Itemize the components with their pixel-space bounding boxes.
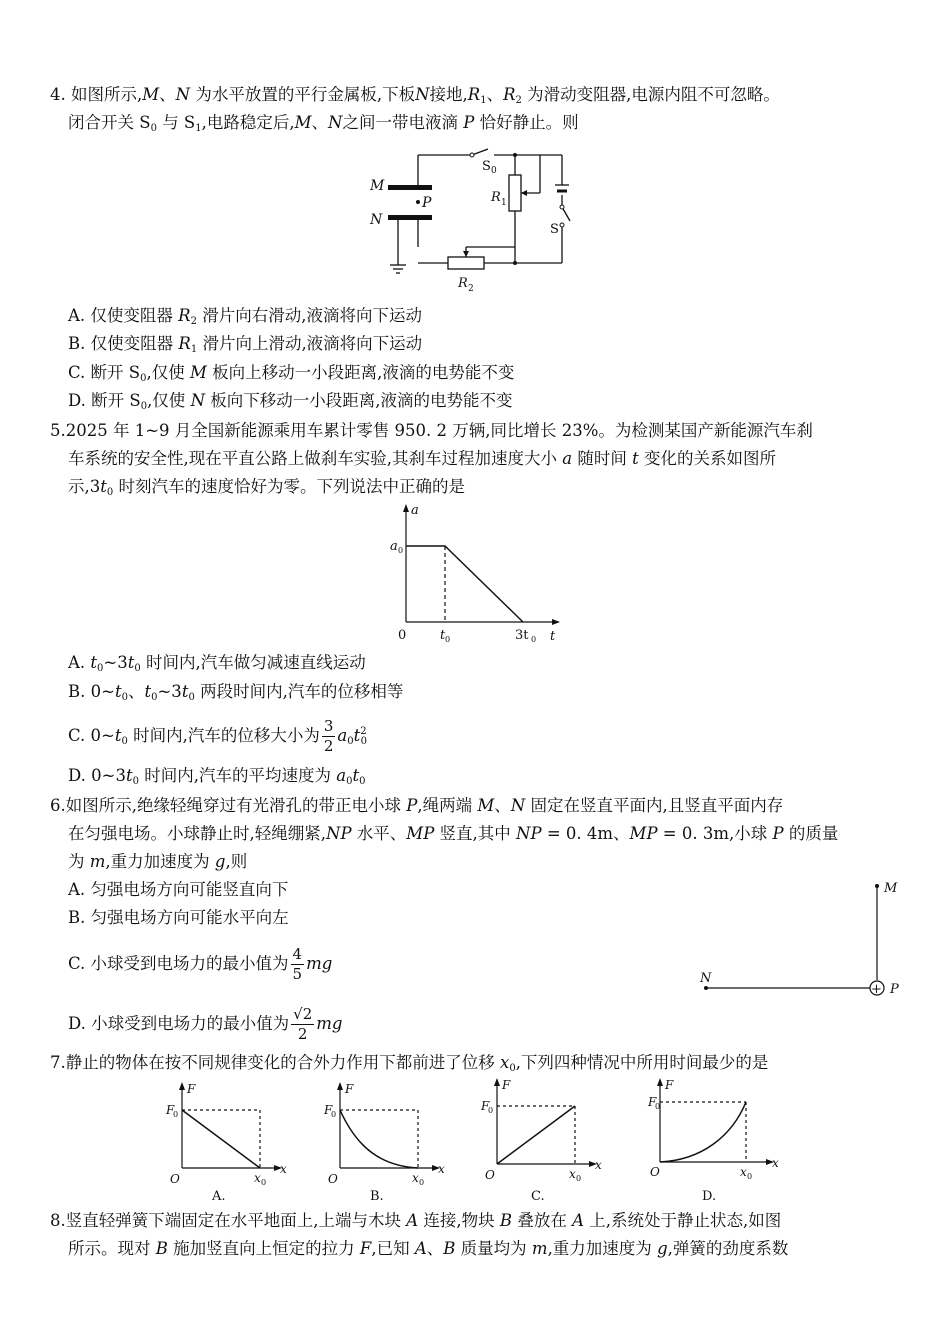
svg-text:F: F <box>481 1099 490 1113</box>
svg-text:0: 0 <box>445 635 451 644</box>
q5-stem-line3: 示$,3t_0$ 时刻汽车的速度恰好为零。下列说法中正确的是 <box>68 477 466 498</box>
fraction-4-5: $\frac{4}{5}$ <box>292 945 303 983</box>
q6-option-d: D. 小球受到电场力的最小值为 $\frac{√2}{2}$ mg <box>68 1005 343 1043</box>
graph-label-a: A. <box>212 1189 226 1204</box>
positive-charge-sign: + <box>871 982 882 997</box>
fraction-sqrt2-2: $\frac{√2}{2}$ <box>293 1005 313 1043</box>
q7-graph-b <box>318 1080 448 1205</box>
label-n: N <box>370 212 383 228</box>
graph-label-b: B. <box>370 1189 384 1204</box>
q4-option-c: C. 断开 $S_0$,仅使 M 板向上移动一小段距离,液滴的电势能不变 <box>68 363 515 384</box>
svg-text:O: O <box>328 1172 338 1186</box>
svg-text:0: 0 <box>173 1110 179 1119</box>
svg-text:x: x <box>438 1162 445 1176</box>
graph-label-c: C. <box>531 1189 545 1204</box>
svg-text:x: x <box>772 1156 779 1170</box>
fraction-3-2: $\frac{3}{2}$ <box>323 717 334 755</box>
q7-graph-c <box>475 1076 605 1204</box>
q7-stem: 7.静止的物体在按不同规律变化的合外力作用下都前进了位移 $x_0$,下列四种情况中所用时间最少的是 <box>50 1053 769 1074</box>
q5-stem-line1: 5.2025 年 1~9 月全国新能源乘用车累计零售 950. 2 万辆,同比增长 23%。为检测某国产新能源汽车刹 <box>50 421 813 440</box>
f-x-curve-linear-increase <box>497 1106 575 1164</box>
f-x-curve-concave-decrease <box>340 1110 418 1168</box>
q8-stem-line2: 所示。现对 B 施加竖直向上恒定的拉力 F,已知 A、B 质量均为 m,重力加速度为 g,弹簧的劲度系数 <box>68 1239 789 1258</box>
svg-text:x: x <box>740 1165 747 1179</box>
svg-text:O: O <box>485 1168 495 1182</box>
svg-text:F: F <box>648 1095 657 1109</box>
svg-text:0: 0 <box>488 1106 494 1115</box>
q4-option-d: D. 断开 $S_0$,仅使 N 板向下移动一小段距离,液滴的电势能不变 <box>68 391 513 412</box>
label-r1: R <box>491 190 501 205</box>
q7-graph-a <box>160 1080 290 1205</box>
svg-text:F: F <box>187 1082 196 1096</box>
svg-text:x: x <box>412 1171 419 1185</box>
q5-option-d: D. $0\sim 3t_0$ 时间内,汽车的平均速度为 $a_0t_0$ <box>68 766 366 787</box>
q4-stem-line1: 4. 如图所示,M、N 为水平放置的平行金属板,下板N接地$,R_1$、$R_2$ 为滑动变阻器,电源内阻不可忽略。 <box>50 85 780 106</box>
q6-option-a: A. 匀强电场方向可能竖直向下 <box>68 880 289 899</box>
a-axis-label: a <box>411 503 419 518</box>
f-x-curve-convex-increase <box>660 1102 746 1162</box>
t-axis-label: t <box>550 629 556 644</box>
graph-label-d: D. <box>702 1189 717 1204</box>
q4-option-b: B. 仅使变阻器 $R_1$ 滑片向上滑动,液滴将向下运动 <box>68 334 423 355</box>
label-s0: S <box>482 159 491 174</box>
q5-option-c: C. $0\sim t_0$ 时间内,汽车的位移大小为 $\frac{3}{2}$ $a_0t^2_0$ <box>68 717 368 755</box>
q5-acceleration-graph <box>380 500 570 650</box>
label-m: M <box>884 881 898 896</box>
q7-graph-d <box>642 1076 782 1204</box>
svg-text:1: 1 <box>501 198 507 208</box>
q6-option-b: B. 匀强电场方向可能水平向左 <box>68 908 289 927</box>
svg-text:0: 0 <box>491 166 497 176</box>
plate-n <box>388 215 432 220</box>
a0-label: a <box>390 539 398 554</box>
switch-s0 <box>470 153 474 157</box>
q5-option-b: B. $0\sim t_0$、$t_0\sim 3t_0$ 两段时间内,汽车的位移相等 <box>68 682 404 703</box>
svg-text:F: F <box>502 1078 511 1092</box>
q6-option-c: C. 小球受到电场力的最小值为 $\frac{4}{5}$ mg <box>68 945 333 983</box>
svg-text:0: 0 <box>331 1110 337 1119</box>
q5-option-a: A. $t_0\sim 3t_0$ 时间内,汽车做匀减速直线运动 <box>68 653 366 674</box>
q6-stem-line3: 为 m,重力加速度为 g,则 <box>68 852 248 871</box>
svg-text:2: 2 <box>468 284 474 294</box>
svg-text:x: x <box>569 1167 576 1181</box>
svg-text:0: 0 <box>261 1178 267 1187</box>
t0-label: t <box>440 628 446 643</box>
svg-text:x: x <box>595 1158 602 1172</box>
f-x-curve-linear-decrease <box>182 1110 260 1168</box>
plate-m <box>388 185 432 190</box>
label-p: P <box>890 982 899 997</box>
svg-text:O: O <box>170 1172 180 1186</box>
svg-text:F: F <box>665 1078 674 1092</box>
svg-text:0: 0 <box>419 1178 425 1187</box>
label-p: P <box>422 195 432 211</box>
point-m <box>875 884 879 888</box>
svg-text:0: 0 <box>576 1174 582 1183</box>
droplet-p <box>416 200 420 204</box>
svg-text:0: 0 <box>655 1102 661 1111</box>
label-n: N <box>700 971 712 986</box>
q5-stem-line2: 车系统的安全性,现在平直公路上做刹车实验,其刹车过程加速度大小 a 随时间 t 变化的关系如图所 <box>68 449 776 468</box>
label-s: S <box>550 222 559 237</box>
a-t-curve <box>406 546 523 622</box>
svg-text:0: 0 <box>531 635 537 644</box>
point-n <box>704 986 708 990</box>
label-r2: R <box>458 276 468 291</box>
q6-stem-line1: 6.如图所示,绝缘轻绳穿过有光滑孔的带正电小球 P,绳两端 M、N 固定在竖直平面内,且竖直平面内存 <box>50 796 784 815</box>
svg-text:O: O <box>650 1165 660 1179</box>
svg-text:x: x <box>280 1162 287 1176</box>
svg-text:x: x <box>254 1171 261 1185</box>
origin-label: 0 <box>398 628 407 643</box>
svg-text:F: F <box>345 1082 354 1096</box>
svg-text:0: 0 <box>398 546 404 555</box>
svg-text:0: 0 <box>747 1172 753 1181</box>
q4-circuit-diagram <box>360 145 600 295</box>
q6-stem-line2: 在匀强电场。小球静止时,轻绳绷紧,NP 水平、MP 竖直,其中 NP = 0. 4m、MP = 0. 3m,小球 P 的质量 <box>68 824 839 843</box>
q4-option-a: A. 仅使变阻器 $R_2$ 滑片向右滑动,液滴将向下运动 <box>68 306 422 327</box>
q8-stem-line1: 8.竖直轻弹簧下端固定在水平地面上,上端与木块 A 连接,物块 B 叠放在 A 上,系统处于静止状态,如图 <box>50 1211 782 1230</box>
svg-text:F: F <box>324 1103 333 1117</box>
svg-text:F: F <box>166 1103 175 1117</box>
3t0-label: 3t <box>515 628 529 643</box>
q4-stem-line2: 闭合开关 $S_0$ 与 $S_1$,电路稳定后,M、N之间一带电液滴 P 恰好静止。则 <box>68 113 579 134</box>
q6-rope-figure <box>690 872 910 1002</box>
label-m: M <box>370 178 385 194</box>
